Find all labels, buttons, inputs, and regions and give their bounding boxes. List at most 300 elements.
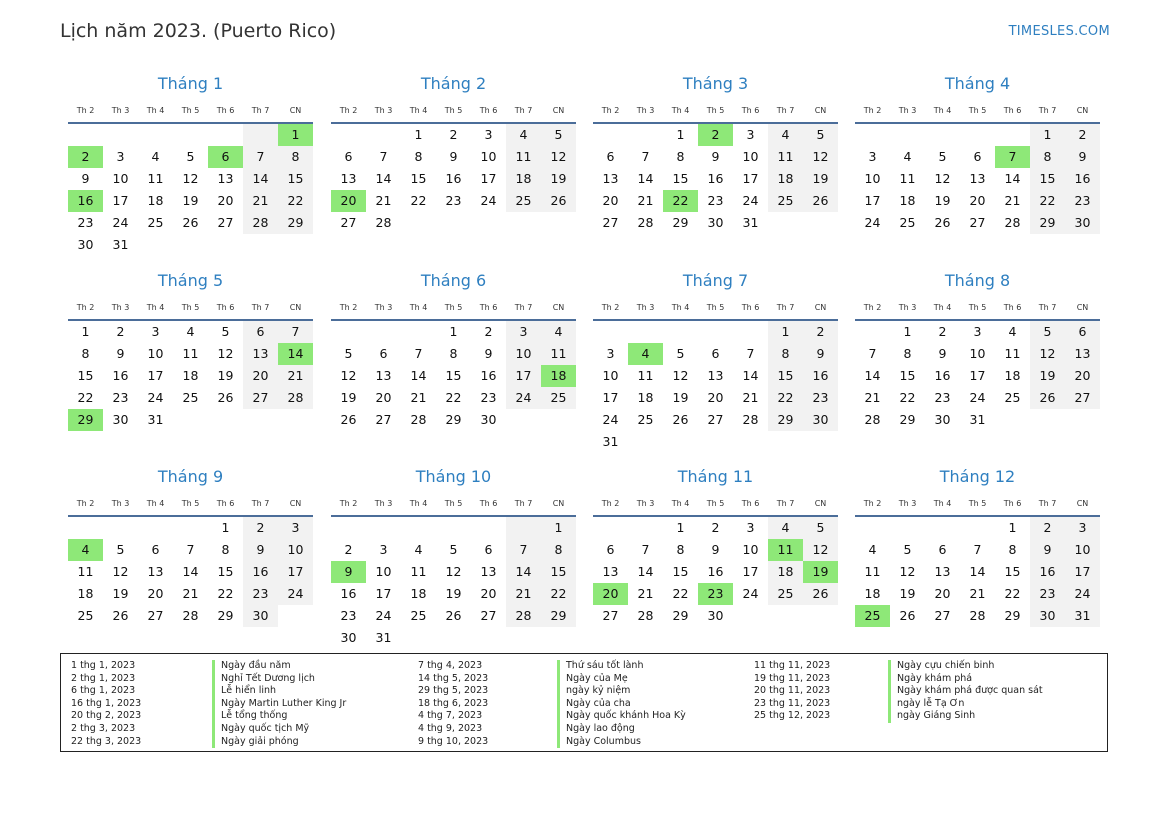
day-cell[interactable]: 31	[375, 630, 392, 645]
day-cell[interactable]: 2	[68, 146, 103, 168]
day-cell[interactable]: 23	[707, 193, 724, 208]
day-cell[interactable]: 11	[506, 146, 541, 168]
day-cell[interactable]: 15	[541, 561, 576, 583]
day-cell[interactable]: 15	[410, 171, 427, 186]
day-cell[interactable]: 4	[506, 124, 541, 146]
day-cell[interactable]: 19	[340, 390, 357, 405]
day-cell[interactable]: 16	[1065, 168, 1100, 190]
day-cell[interactable]: 28	[375, 215, 392, 230]
day-cell[interactable]: 23	[243, 583, 278, 605]
day-cell[interactable]: 24	[864, 215, 881, 230]
day-cell[interactable]: 9	[1030, 539, 1065, 561]
day-cell[interactable]: 30	[707, 608, 724, 623]
day-cell[interactable]: 18	[768, 168, 803, 190]
day-cell[interactable]: 26	[182, 215, 199, 230]
day-cell[interactable]: 5	[541, 124, 576, 146]
day-cell[interactable]: 27	[217, 215, 234, 230]
day-cell[interactable]: 5	[1030, 321, 1065, 343]
day-cell[interactable]: 19	[934, 193, 951, 208]
day-cell[interactable]: 9	[81, 171, 90, 186]
day-cell[interactable]: 15	[1004, 564, 1021, 579]
day-cell[interactable]: 13	[934, 564, 951, 579]
day-cell[interactable]: 19	[899, 586, 916, 601]
day-cell[interactable]: 1	[414, 127, 423, 142]
day-cell[interactable]: 12	[445, 564, 462, 579]
day-cell[interactable]: 13	[147, 564, 164, 579]
day-cell[interactable]: 9	[243, 539, 278, 561]
day-cell[interactable]: 2	[449, 127, 458, 142]
day-cell[interactable]: 24	[742, 586, 759, 601]
day-cell[interactable]: 11	[768, 539, 803, 561]
day-cell[interactable]: 19	[217, 368, 234, 383]
day-cell[interactable]: 10	[742, 149, 759, 164]
day-cell[interactable]: 9	[484, 346, 493, 361]
day-cell[interactable]: 12	[803, 539, 838, 561]
day-cell[interactable]: 7	[278, 321, 313, 343]
day-cell[interactable]: 26	[803, 583, 838, 605]
day-cell[interactable]: 18	[637, 390, 654, 405]
day-cell[interactable]: 10	[278, 539, 313, 561]
day-cell[interactable]: 4	[768, 124, 803, 146]
day-cell[interactable]: 13	[1065, 343, 1100, 365]
day-cell[interactable]: 15	[278, 168, 313, 190]
day-cell[interactable]: 25	[410, 608, 427, 623]
day-cell[interactable]: 12	[934, 171, 951, 186]
day-cell[interactable]: 30	[1030, 605, 1065, 627]
day-cell[interactable]: 16	[340, 586, 357, 601]
day-cell[interactable]: 20	[707, 390, 724, 405]
day-cell[interactable]: 12	[1030, 343, 1065, 365]
day-cell[interactable]: 11	[182, 346, 199, 361]
day-cell[interactable]: 21	[243, 190, 278, 212]
day-cell[interactable]: 21	[278, 365, 313, 387]
day-cell[interactable]: 19	[672, 390, 689, 405]
day-cell[interactable]: 28	[243, 212, 278, 234]
day-cell[interactable]: 27	[147, 608, 164, 623]
day-cell[interactable]: 20	[375, 390, 392, 405]
day-cell[interactable]: 25	[147, 215, 164, 230]
day-cell[interactable]: 19	[445, 586, 462, 601]
day-cell[interactable]: 17	[112, 193, 129, 208]
day-cell[interactable]: 7	[379, 149, 388, 164]
day-cell[interactable]: 16	[480, 368, 497, 383]
day-cell[interactable]: 10	[375, 564, 392, 579]
day-cell[interactable]: 12	[803, 146, 838, 168]
day-cell[interactable]: 26	[217, 390, 234, 405]
day-cell[interactable]: 10	[742, 542, 759, 557]
day-cell[interactable]: 1	[81, 324, 90, 339]
day-cell[interactable]: 29	[899, 412, 916, 427]
day-cell[interactable]: 8	[278, 146, 313, 168]
day-cell[interactable]: 10	[147, 346, 164, 361]
day-cell[interactable]: 7	[243, 146, 278, 168]
day-cell[interactable]: 18	[182, 368, 199, 383]
day-cell[interactable]: 4	[186, 324, 195, 339]
day-cell[interactable]: 15	[445, 368, 462, 383]
day-cell[interactable]: 8	[221, 542, 230, 557]
day-cell[interactable]: 21	[1004, 193, 1021, 208]
day-cell[interactable]: 8	[1030, 146, 1065, 168]
day-cell[interactable]: 26	[112, 608, 129, 623]
day-cell[interactable]: 1	[903, 324, 912, 339]
day-cell[interactable]: 24	[375, 608, 392, 623]
day-cell[interactable]: 4	[68, 539, 103, 561]
day-cell[interactable]: 14	[864, 368, 881, 383]
day-cell[interactable]: 6	[151, 542, 160, 557]
day-cell[interactable]: 28	[637, 608, 654, 623]
day-cell[interactable]: 24	[506, 387, 541, 409]
day-cell[interactable]: 14	[278, 343, 313, 365]
day-cell[interactable]: 18	[899, 193, 916, 208]
day-cell[interactable]: 14	[1004, 171, 1021, 186]
day-cell[interactable]: 21	[969, 586, 986, 601]
day-cell[interactable]: 10	[602, 368, 619, 383]
day-cell[interactable]: 8	[414, 149, 423, 164]
day-cell[interactable]: 6	[208, 146, 243, 168]
day-cell[interactable]: 3	[1065, 517, 1100, 539]
day-cell[interactable]: 9	[938, 346, 947, 361]
day-cell[interactable]: 16	[112, 368, 129, 383]
day-cell[interactable]: 25	[899, 215, 916, 230]
day-cell[interactable]: 26	[445, 608, 462, 623]
day-cell[interactable]: 27	[934, 608, 951, 623]
day-cell[interactable]: 31	[602, 434, 619, 449]
day-cell[interactable]: 24	[278, 583, 313, 605]
day-cell[interactable]: 7	[641, 149, 650, 164]
day-cell[interactable]: 17	[147, 368, 164, 383]
day-cell[interactable]: 22	[541, 583, 576, 605]
day-cell[interactable]: 22	[410, 193, 427, 208]
day-cell[interactable]: 5	[903, 542, 912, 557]
day-cell[interactable]: 8	[903, 346, 912, 361]
day-cell[interactable]: 7	[506, 539, 541, 561]
day-cell[interactable]: 27	[340, 215, 357, 230]
day-cell[interactable]: 27	[969, 215, 986, 230]
day-cell[interactable]: 8	[676, 149, 685, 164]
day-cell[interactable]: 15	[768, 365, 803, 387]
day-cell[interactable]: 9	[711, 149, 720, 164]
day-cell[interactable]: 12	[340, 368, 357, 383]
day-cell[interactable]: 16	[707, 564, 724, 579]
day-cell[interactable]: 19	[541, 168, 576, 190]
day-cell[interactable]: 13	[375, 368, 392, 383]
day-cell[interactable]: 22	[278, 190, 313, 212]
day-cell[interactable]: 13	[243, 343, 278, 365]
day-cell[interactable]: 22	[445, 390, 462, 405]
day-cell[interactable]: 22	[899, 390, 916, 405]
day-cell[interactable]: 18	[506, 168, 541, 190]
day-cell[interactable]: 25	[541, 387, 576, 409]
day-cell[interactable]: 8	[81, 346, 90, 361]
day-cell[interactable]: 25	[77, 608, 94, 623]
day-cell[interactable]: 3	[746, 520, 755, 535]
day-cell[interactable]: 6	[1065, 321, 1100, 343]
day-cell[interactable]: 10	[480, 149, 497, 164]
day-cell[interactable]: 23	[803, 387, 838, 409]
day-cell[interactable]: 6	[606, 149, 615, 164]
day-cell[interactable]: 25	[855, 605, 890, 627]
day-cell[interactable]: 9	[116, 346, 125, 361]
day-cell[interactable]: 20	[1065, 365, 1100, 387]
day-cell[interactable]: 29	[1030, 212, 1065, 234]
day-cell[interactable]: 11	[410, 564, 427, 579]
day-cell[interactable]: 29	[445, 412, 462, 427]
day-cell[interactable]: 1	[768, 321, 803, 343]
day-cell[interactable]: 31	[742, 215, 759, 230]
day-cell[interactable]: 13	[340, 171, 357, 186]
day-cell[interactable]: 23	[1065, 190, 1100, 212]
day-cell[interactable]: 29	[672, 215, 689, 230]
day-cell[interactable]: 25	[182, 390, 199, 405]
day-cell[interactable]: 1	[676, 127, 685, 142]
day-cell[interactable]: 29	[278, 212, 313, 234]
day-cell[interactable]: 27	[602, 608, 619, 623]
day-cell[interactable]: 3	[484, 127, 493, 142]
day-cell[interactable]: 17	[742, 564, 759, 579]
day-cell[interactable]: 30	[340, 630, 357, 645]
day-cell[interactable]: 31	[1065, 605, 1100, 627]
day-cell[interactable]: 27	[602, 215, 619, 230]
day-cell[interactable]: 1	[1030, 124, 1065, 146]
day-cell[interactable]: 26	[672, 412, 689, 427]
day-cell[interactable]: 31	[112, 237, 129, 252]
day-cell[interactable]: 26	[899, 608, 916, 623]
day-cell[interactable]: 26	[1030, 387, 1065, 409]
day-cell[interactable]: 6	[973, 149, 982, 164]
day-cell[interactable]: 11	[864, 564, 881, 579]
day-cell[interactable]: 16	[1030, 561, 1065, 583]
day-cell[interactable]: 20	[969, 193, 986, 208]
day-cell[interactable]: 3	[278, 517, 313, 539]
day-cell[interactable]: 4	[903, 149, 912, 164]
day-cell[interactable]: 8	[768, 343, 803, 365]
day-cell[interactable]: 12	[672, 368, 689, 383]
day-cell[interactable]: 10	[506, 343, 541, 365]
day-cell[interactable]: 12	[182, 171, 199, 186]
day-cell[interactable]: 27	[243, 387, 278, 409]
day-cell[interactable]: 4	[151, 149, 160, 164]
day-cell[interactable]: 3	[506, 321, 541, 343]
day-cell[interactable]: 30	[803, 409, 838, 431]
day-cell[interactable]: 28	[969, 608, 986, 623]
day-cell[interactable]: 22	[768, 387, 803, 409]
day-cell[interactable]: 3	[379, 542, 388, 557]
day-cell[interactable]: 28	[410, 412, 427, 427]
day-cell[interactable]: 19	[1030, 365, 1065, 387]
day-cell[interactable]: 30	[480, 412, 497, 427]
day-cell[interactable]: 3	[746, 127, 755, 142]
day-cell[interactable]: 24	[602, 412, 619, 427]
day-cell[interactable]: 3	[868, 149, 877, 164]
day-cell[interactable]: 27	[375, 412, 392, 427]
day-cell[interactable]: 26	[803, 190, 838, 212]
day-cell[interactable]: 23	[340, 608, 357, 623]
day-cell[interactable]: 19	[112, 586, 129, 601]
day-cell[interactable]: 14	[375, 171, 392, 186]
day-cell[interactable]: 16	[707, 171, 724, 186]
day-cell[interactable]: 29	[1004, 608, 1021, 623]
day-cell[interactable]: 6	[243, 321, 278, 343]
day-cell[interactable]: 2	[711, 520, 720, 535]
day-cell[interactable]: 14	[410, 368, 427, 383]
day-cell[interactable]: 1	[676, 520, 685, 535]
day-cell[interactable]: 23	[1030, 583, 1065, 605]
day-cell[interactable]: 20	[331, 190, 366, 212]
day-cell[interactable]: 11	[768, 146, 803, 168]
day-cell[interactable]: 8	[676, 542, 685, 557]
day-cell[interactable]: 28	[182, 608, 199, 623]
day-cell[interactable]: 6	[938, 542, 947, 557]
day-cell[interactable]: 22	[217, 586, 234, 601]
day-cell[interactable]: 11	[541, 343, 576, 365]
day-cell[interactable]: 30	[243, 605, 278, 627]
day-cell[interactable]: 13	[217, 171, 234, 186]
day-cell[interactable]: 15	[672, 564, 689, 579]
day-cell[interactable]: 31	[147, 412, 164, 427]
day-cell[interactable]: 17	[375, 586, 392, 601]
day-cell[interactable]: 1	[1008, 520, 1017, 535]
day-cell[interactable]: 29	[672, 608, 689, 623]
day-cell[interactable]: 24	[147, 390, 164, 405]
day-cell[interactable]: 21	[637, 586, 654, 601]
day-cell[interactable]: 2	[344, 542, 353, 557]
day-cell[interactable]: 4	[1008, 324, 1017, 339]
day-cell[interactable]: 3	[606, 346, 615, 361]
day-cell[interactable]: 21	[742, 390, 759, 405]
day-cell[interactable]: 14	[637, 171, 654, 186]
day-cell[interactable]: 7	[995, 146, 1030, 168]
day-cell[interactable]: 11	[899, 171, 916, 186]
day-cell[interactable]: 2	[484, 324, 493, 339]
day-cell[interactable]: 26	[340, 412, 357, 427]
day-cell[interactable]: 18	[1004, 368, 1021, 383]
day-cell[interactable]: 21	[637, 193, 654, 208]
day-cell[interactable]: 17	[602, 390, 619, 405]
day-cell[interactable]: 30	[1065, 212, 1100, 234]
day-cell[interactable]: 9	[331, 561, 366, 583]
day-cell[interactable]: 7	[186, 542, 195, 557]
day-cell[interactable]: 15	[77, 368, 94, 383]
day-cell[interactable]: 14	[182, 564, 199, 579]
day-cell[interactable]: 4	[628, 343, 663, 365]
day-cell[interactable]: 20	[480, 586, 497, 601]
day-cell[interactable]: 23	[77, 215, 94, 230]
day-cell[interactable]: 27	[480, 608, 497, 623]
day-cell[interactable]: 4	[868, 542, 877, 557]
day-cell[interactable]: 28	[506, 605, 541, 627]
day-cell[interactable]: 6	[711, 346, 720, 361]
day-cell[interactable]: 18	[541, 365, 576, 387]
day-cell[interactable]: 24	[969, 390, 986, 405]
day-cell[interactable]: 10	[864, 171, 881, 186]
day-cell[interactable]: 7	[746, 346, 755, 361]
day-cell[interactable]: 7	[973, 542, 982, 557]
day-cell[interactable]: 19	[803, 168, 838, 190]
day-cell[interactable]: 12	[899, 564, 916, 579]
day-cell[interactable]: 18	[147, 193, 164, 208]
day-cell[interactable]: 1	[449, 324, 458, 339]
day-cell[interactable]: 11	[637, 368, 654, 383]
day-cell[interactable]: 24	[1065, 583, 1100, 605]
day-cell[interactable]: 30	[934, 412, 951, 427]
day-cell[interactable]: 30	[707, 215, 724, 230]
day-cell[interactable]: 10	[1065, 539, 1100, 561]
day-cell[interactable]: 13	[602, 171, 619, 186]
day-cell[interactable]: 6	[606, 542, 615, 557]
day-cell[interactable]: 7	[868, 346, 877, 361]
day-cell[interactable]: 30	[77, 237, 94, 252]
day-cell[interactable]: 22	[1030, 190, 1065, 212]
day-cell[interactable]: 29	[217, 608, 234, 623]
day-cell[interactable]: 16	[68, 190, 103, 212]
day-cell[interactable]: 16	[934, 368, 951, 383]
day-cell[interactable]: 25	[1004, 390, 1021, 405]
day-cell[interactable]: 17	[742, 171, 759, 186]
day-cell[interactable]: 15	[217, 564, 234, 579]
day-cell[interactable]: 13	[969, 171, 986, 186]
day-cell[interactable]: 19	[182, 193, 199, 208]
day-cell[interactable]: 17	[864, 193, 881, 208]
day-cell[interactable]: 5	[676, 346, 685, 361]
day-cell[interactable]: 5	[221, 324, 230, 339]
day-cell[interactable]: 5	[449, 542, 458, 557]
day-cell[interactable]: 10	[112, 171, 129, 186]
day-cell[interactable]: 17	[480, 171, 497, 186]
day-cell[interactable]: 8	[541, 539, 576, 561]
brand-link[interactable]: TIMESLES.COM	[1008, 24, 1110, 39]
day-cell[interactable]: 9	[449, 149, 458, 164]
day-cell[interactable]: 6	[379, 346, 388, 361]
day-cell[interactable]: 21	[864, 390, 881, 405]
day-cell[interactable]: 20	[602, 193, 619, 208]
day-cell[interactable]: 12	[217, 346, 234, 361]
day-cell[interactable]: 22	[77, 390, 94, 405]
day-cell[interactable]: 13	[707, 368, 724, 383]
day-cell[interactable]: 2	[1065, 124, 1100, 146]
day-cell[interactable]: 22	[1004, 586, 1021, 601]
day-cell[interactable]: 14	[969, 564, 986, 579]
day-cell[interactable]: 23	[934, 390, 951, 405]
day-cell[interactable]: 4	[768, 517, 803, 539]
day-cell[interactable]: 6	[484, 542, 493, 557]
day-cell[interactable]: 12	[541, 146, 576, 168]
day-cell[interactable]: 14	[243, 168, 278, 190]
day-cell[interactable]: 24	[742, 193, 759, 208]
day-cell[interactable]: 16	[803, 365, 838, 387]
day-cell[interactable]: 2	[243, 517, 278, 539]
day-cell[interactable]: 7	[414, 346, 423, 361]
day-cell[interactable]: 28	[742, 412, 759, 427]
day-cell[interactable]: 2	[1030, 517, 1065, 539]
day-cell[interactable]: 5	[938, 149, 947, 164]
day-cell[interactable]: 17	[1065, 561, 1100, 583]
day-cell[interactable]: 2	[803, 321, 838, 343]
day-cell[interactable]: 24	[112, 215, 129, 230]
day-cell[interactable]: 28	[637, 215, 654, 230]
day-cell[interactable]: 21	[375, 193, 392, 208]
day-cell[interactable]: 8	[449, 346, 458, 361]
day-cell[interactable]: 20	[243, 365, 278, 387]
day-cell[interactable]: 17	[506, 365, 541, 387]
day-cell[interactable]: 9	[803, 343, 838, 365]
day-cell[interactable]: 14	[742, 368, 759, 383]
day-cell[interactable]: 25	[768, 190, 803, 212]
day-cell[interactable]: 20	[217, 193, 234, 208]
day-cell[interactable]: 14	[506, 561, 541, 583]
day-cell[interactable]: 29	[768, 409, 803, 431]
day-cell[interactable]: 27	[707, 412, 724, 427]
day-cell[interactable]: 2	[116, 324, 125, 339]
